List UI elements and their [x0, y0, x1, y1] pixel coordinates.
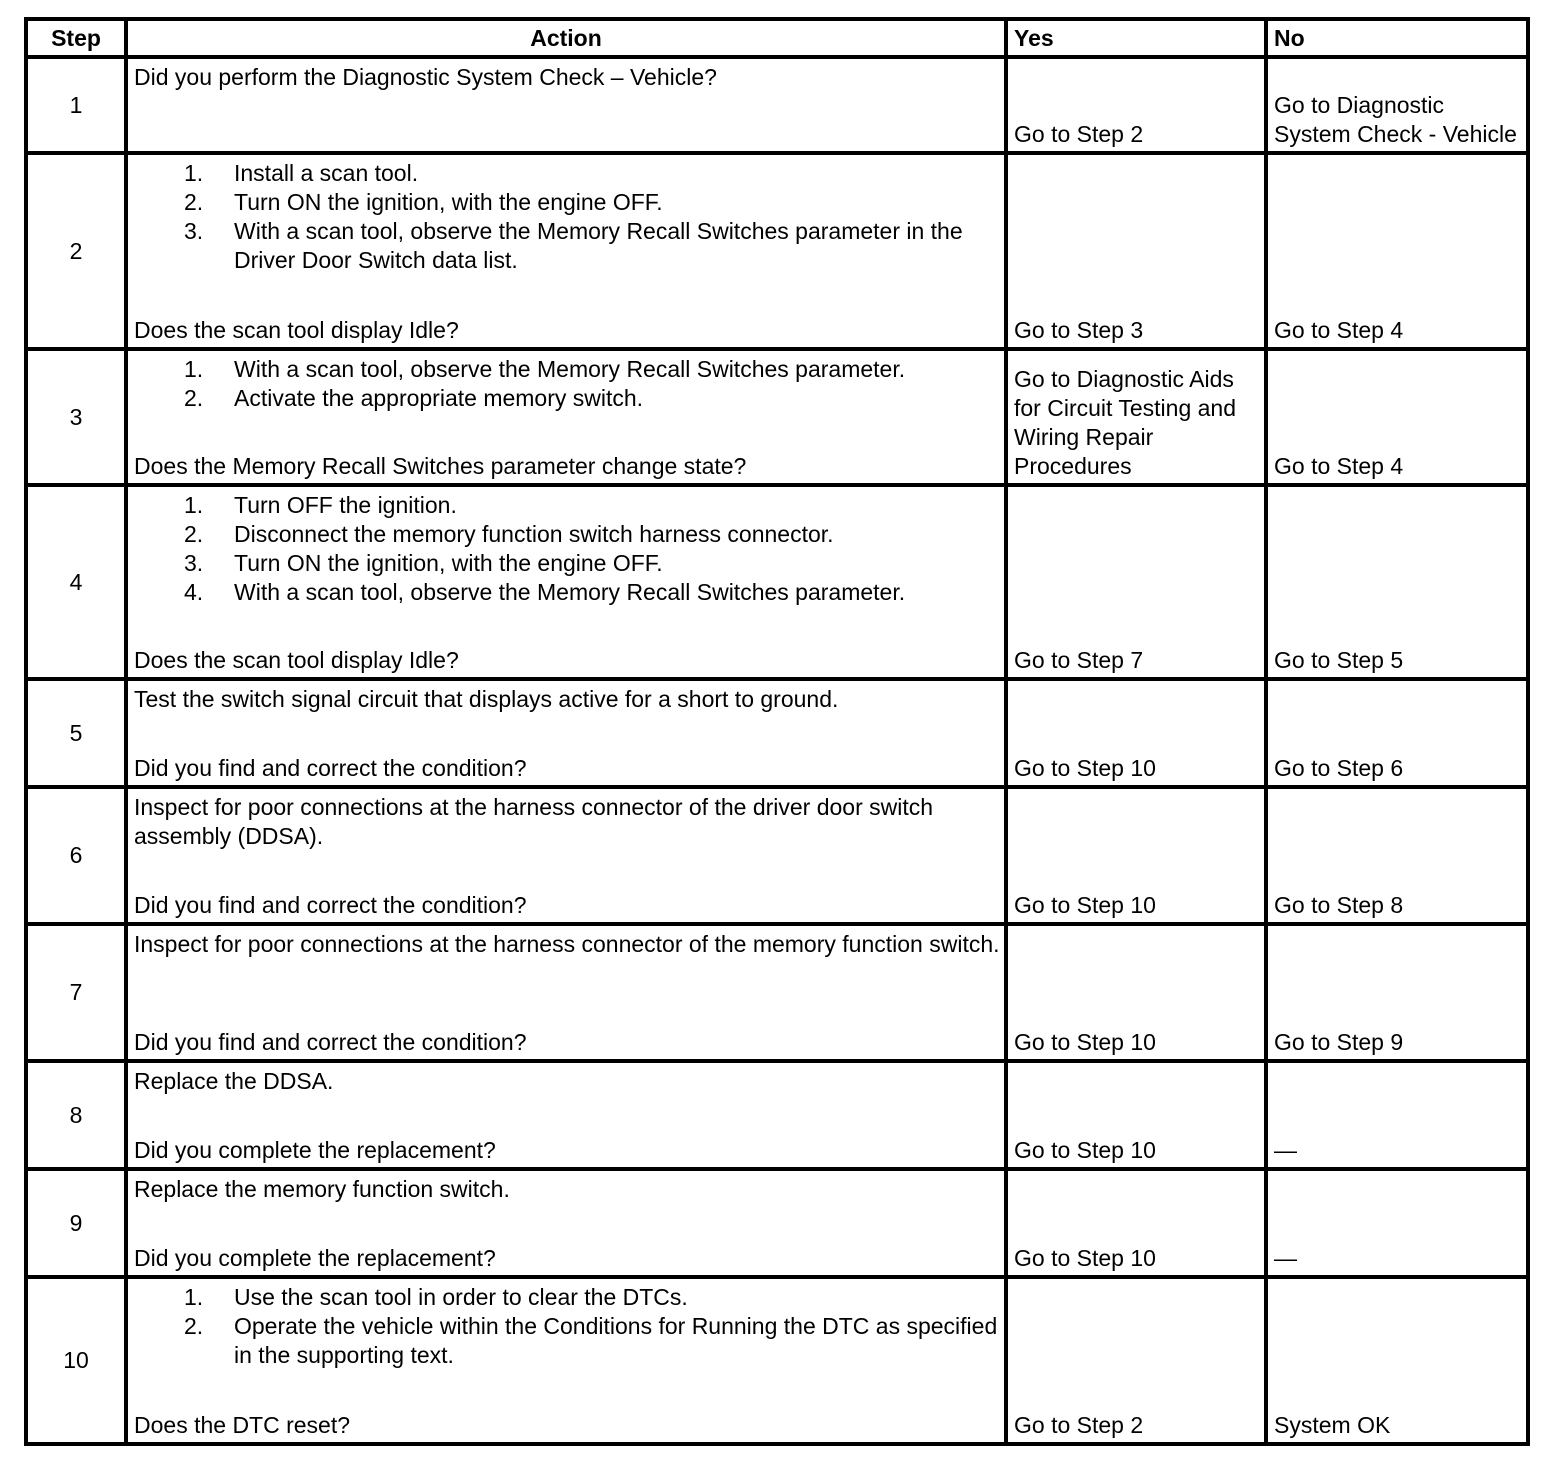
step-item-number: 2.	[184, 385, 204, 411]
action-cell	[126, 485, 1006, 679]
table-row	[26, 485, 1528, 679]
no-cell	[1266, 1277, 1528, 1444]
step-item-text: With a scan tool, observe the Memory Recall Switches parameter.	[234, 579, 906, 605]
yes-outcome: Go to Step 10	[1014, 1029, 1156, 1055]
diagnostic-table-container	[24, 17, 1526, 1446]
step-number: 1	[26, 57, 126, 153]
no-cell	[1266, 485, 1528, 679]
no-outcome: Go to Step 9	[1274, 1029, 1404, 1055]
step-item-text: Turn OFF the ignition.	[234, 492, 457, 518]
table-row	[26, 153, 1528, 349]
no-cell	[1266, 1061, 1528, 1169]
yes-outcome: Go to Step 10	[1014, 1245, 1156, 1271]
table-row	[26, 349, 1528, 485]
yes-cell	[1006, 57, 1266, 153]
table-row	[26, 1061, 1528, 1169]
no-outcome: —	[1274, 1137, 1297, 1163]
step-item-text: Install a scan tool.	[234, 160, 419, 186]
header-no: No	[1266, 19, 1528, 57]
step-item-number: 2.	[184, 189, 204, 215]
yes-outcome: Go to Step 10	[1014, 892, 1156, 918]
action-cell	[126, 787, 1006, 924]
no-outcome: Go to Step 4	[1274, 453, 1404, 479]
action-text: Replace the DDSA.	[134, 1068, 334, 1094]
action-step-item	[134, 217, 1000, 275]
table-row	[26, 1277, 1528, 1444]
yes-outcome: Go to Step 2	[1014, 121, 1144, 147]
yes-cell	[1006, 153, 1266, 349]
yes-outcome: Go to Diagnostic Aids for Circuit Testing and Wiring Repair Procedures	[1014, 366, 1237, 479]
no-outcome: System OK	[1274, 1412, 1391, 1438]
table-row	[26, 679, 1528, 787]
action-text: Inspect for poor connections at the harness connector of the memory function switch.	[134, 931, 1000, 957]
yes-cell	[1006, 485, 1266, 679]
action-step-item	[134, 355, 1000, 384]
action-step-item	[134, 384, 1000, 413]
action-question: Does the scan tool display Idle?	[134, 317, 459, 343]
no-cell	[1266, 57, 1528, 153]
step-item-text: Turn ON the ignition, with the engine OFF.	[234, 550, 663, 576]
step-number: 4	[26, 485, 126, 679]
step-item-text: Turn ON the ignition, with the engine OFF.	[234, 189, 663, 215]
action-question: Did you find and correct the condition?	[134, 892, 527, 918]
table-row	[26, 1169, 1528, 1277]
action-text: Did you perform the Diagnostic System Check – Vehicle?	[134, 64, 717, 90]
action-text: Replace the memory function switch.	[134, 1176, 510, 1202]
action-text: Test the switch signal circuit that displays active for a short to ground.	[134, 686, 839, 712]
step-number: 5	[26, 679, 126, 787]
header-yes: Yes	[1006, 19, 1266, 57]
no-outcome: Go to Step 8	[1274, 892, 1404, 918]
no-outcome: Go to Step 5	[1274, 647, 1404, 673]
action-step-item	[134, 1283, 1000, 1312]
yes-outcome: Go to Step 10	[1014, 1137, 1156, 1163]
yes-cell	[1006, 1277, 1266, 1444]
header-action: Action	[126, 19, 1006, 57]
step-item-number: 1.	[184, 492, 204, 518]
no-cell	[1266, 787, 1528, 924]
step-number: 6	[26, 787, 126, 924]
action-cell	[126, 679, 1006, 787]
yes-outcome: Go to Step 3	[1014, 317, 1144, 343]
step-item-number: 2.	[184, 521, 204, 547]
action-cell	[126, 57, 1006, 153]
action-question: Does the DTC reset?	[134, 1412, 351, 1438]
step-number: 8	[26, 1061, 126, 1169]
no-outcome: Go to Step 4	[1274, 317, 1404, 343]
step-item-text: Disconnect the memory function switch harness connector.	[234, 521, 834, 547]
no-outcome: Go to Step 6	[1274, 755, 1404, 781]
action-question: Does the scan tool display Idle?	[134, 647, 459, 673]
yes-cell	[1006, 1169, 1266, 1277]
action-steps-list	[134, 491, 1000, 607]
action-step-item	[134, 520, 1000, 549]
action-cell	[126, 924, 1006, 1061]
no-cell	[1266, 924, 1528, 1061]
action-steps-list	[134, 1283, 1000, 1370]
step-item-number: 1.	[184, 356, 204, 382]
step-item-text: Operate the vehicle within the Conditions for Running the DTC as specified in the supporting text.	[234, 1313, 998, 1368]
action-step-item	[134, 1312, 1000, 1370]
no-cell	[1266, 349, 1528, 485]
table-row	[26, 57, 1528, 153]
action-cell	[126, 1169, 1006, 1277]
no-cell	[1266, 153, 1528, 349]
yes-cell	[1006, 1061, 1266, 1169]
action-cell	[126, 153, 1006, 349]
action-steps-list	[134, 355, 1000, 413]
step-number: 9	[26, 1169, 126, 1277]
action-question: Does the Memory Recall Switches parameter change state?	[134, 453, 747, 479]
action-step-item	[134, 159, 1000, 188]
step-item-text: Activate the appropriate memory switch.	[234, 385, 644, 411]
table-body	[26, 57, 1528, 1444]
no-outcome: Go to Diagnostic System Check - Vehicle	[1274, 92, 1517, 147]
action-question: Did you find and correct the condition?	[134, 755, 527, 781]
action-cell	[126, 349, 1006, 485]
action-cell	[126, 1061, 1006, 1169]
action-question: Did you find and correct the condition?	[134, 1029, 527, 1055]
yes-cell	[1006, 349, 1266, 485]
step-number: 3	[26, 349, 126, 485]
yes-outcome: Go to Step 10	[1014, 755, 1156, 781]
step-item-text: With a scan tool, observe the Memory Recall Switches parameter.	[234, 356, 906, 382]
step-number: 2	[26, 153, 126, 349]
yes-cell	[1006, 787, 1266, 924]
action-question: Did you complete the replacement?	[134, 1137, 496, 1163]
action-question: Did you complete the replacement?	[134, 1245, 496, 1271]
step-item-number: 1.	[184, 160, 204, 186]
step-item-number: 2.	[184, 1313, 204, 1339]
step-item-number: 4.	[184, 579, 204, 605]
action-step-item	[134, 491, 1000, 520]
yes-cell	[1006, 924, 1266, 1061]
step-item-text: With a scan tool, observe the Memory Recall Switches parameter in the Driver Door Switch data list.	[234, 218, 963, 273]
step-item-number: 3.	[184, 550, 204, 576]
step-item-text: Use the scan tool in order to clear the DTCs.	[234, 1284, 688, 1310]
action-cell	[126, 1277, 1006, 1444]
yes-outcome: Go to Step 7	[1014, 647, 1144, 673]
table-row	[26, 924, 1528, 1061]
no-outcome: —	[1274, 1245, 1297, 1271]
action-text: Inspect for poor connections at the harness connector of the driver door switch assembly (DDSA).	[134, 794, 934, 849]
yes-outcome: Go to Step 2	[1014, 1412, 1144, 1438]
yes-cell	[1006, 679, 1266, 787]
step-item-number: 3.	[184, 218, 204, 244]
header-row	[26, 19, 1528, 57]
action-steps-list	[134, 159, 1000, 275]
step-item-number: 1.	[184, 1284, 204, 1310]
no-cell	[1266, 1169, 1528, 1277]
header-step: Step	[26, 19, 126, 57]
action-step-item	[134, 188, 1000, 217]
table-row	[26, 787, 1528, 924]
action-step-item	[134, 549, 1000, 578]
action-step-item	[134, 578, 1000, 607]
step-number: 7	[26, 924, 126, 1061]
diagnostic-table	[24, 17, 1530, 1446]
no-cell	[1266, 679, 1528, 787]
step-number: 10	[26, 1277, 126, 1444]
